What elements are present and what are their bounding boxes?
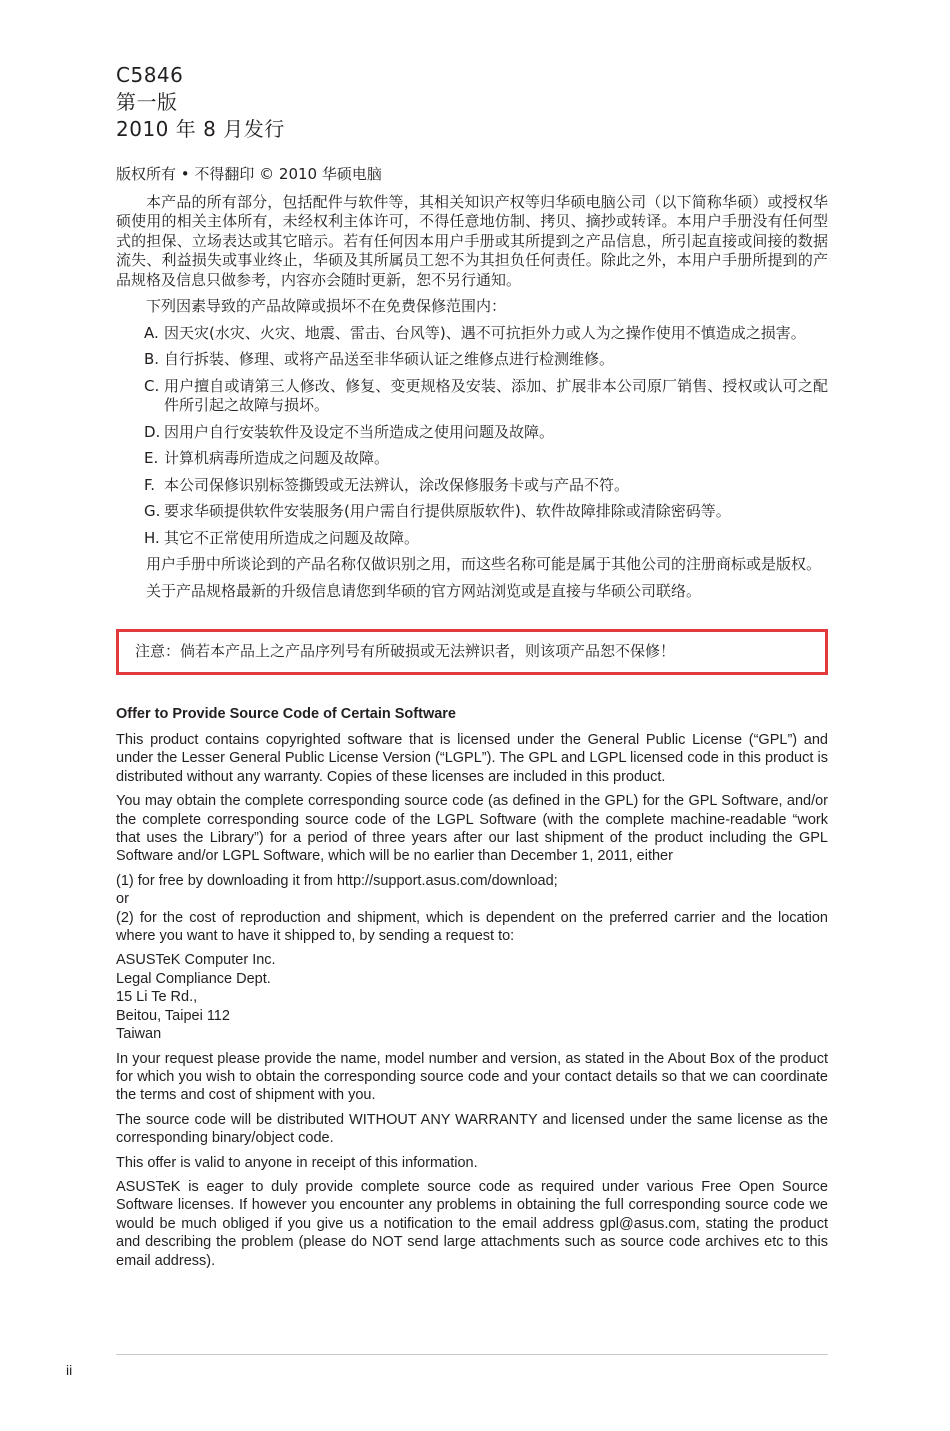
copyright-line: 版权所有 • 不得翻印 © 2010 华硕电脑 [116, 165, 382, 183]
list-marker: B. [144, 350, 160, 368]
footer-divider [116, 1354, 828, 1355]
manual-page [116, 62, 828, 1276]
list-item-text: 要求华硕提供软件安装服务(用户需自行提供原版软件)、软件故障排除或清除密码等。 [164, 502, 731, 520]
list-item [144, 449, 828, 469]
address-line: Beitou, Taipei 112 [116, 1007, 230, 1024]
list-item-text: 因用户自行安装软件及设定不当所造成之使用问题及故障。 [164, 422, 555, 441]
page-number: ii [66, 1362, 73, 1378]
address-line: Taiwan [116, 1026, 162, 1043]
list-item-text: 本公司保修识别标签撕毁或无法辨认，涂改保修服务卡或与产品不符。 [164, 475, 630, 494]
cn-trademark-paragraph: 用户手册中所谈论到的产品名称仅做识别之用，而这些名称可能是属于其他公司的注册商标或是版权。 [146, 555, 822, 573]
address-line: 15 Li Te Rd., [116, 989, 198, 1006]
source-code-offer-paragraph: You may obtain the complete corresponding source code (as defined in the GPL) for the GPL Software, and/or the complete corresponding source code of the LGPL Software (with the complete machine-readable “work that uses the Library”) for a period of three years after our last shipment of the product including the GPL Software and/or LGPL Software, which will be no earlier than December 1, 2011, either [116, 793, 828, 865]
list-marker: A. [144, 323, 159, 342]
list-item [144, 529, 828, 549]
edition-label: 第一版 [116, 90, 178, 114]
list-item-text: 自行拆装、修理、或将产品送至非华硕认证之维修点进行检测维修。 [164, 350, 615, 368]
list-item [144, 476, 828, 496]
list-item [144, 324, 828, 344]
list-marker: E. [144, 449, 159, 467]
contact-paragraph: ASUSTeK is eager to duly provide complete source code as required under various Free Open Source Software licenses. If however you encounter any problems in obtaining the full corresponding source code we would be much obliged if you give us a notification to the email address gpl@asus.com, stating the product and describing the problem (please do NOT send large attachments such as source code archives etc to this email address). [116, 1178, 828, 1269]
request-details-paragraph: In your request please provide the name, model number and version, as stated in the About Box of the product for which you wish to obtain the corresponding source code and your contact details so that we can coordinate the terms and cost of shipment with you. [116, 1050, 828, 1104]
gpl-intro-paragraph: This product contains copyrighted software that is licensed under the General Public License (“GPL”) and under the Lesser General Public License Version (“LGPL”). The GPL and LGPL licensed code in this product is distributed without any warranty. Copies of these licenses are included in this product. [116, 732, 828, 785]
list-item [144, 423, 828, 443]
section-title: Offer to Provide Source Code of Certain Software [116, 706, 456, 722]
option-download: (1) for free by downloading it from http://support.asus.com/download; [116, 872, 558, 889]
model-code: C5846 [116, 63, 184, 87]
list-item [144, 502, 828, 522]
postal-address [116, 951, 828, 1043]
list-marker: G. [144, 502, 161, 520]
edition-header [116, 62, 828, 143]
serial-number-notice-box [116, 629, 828, 675]
address-line: ASUSTeK Computer Inc. [116, 952, 276, 969]
warranty-exclusion-list [144, 324, 828, 549]
offer-validity-paragraph: This offer is valid to anyone in receipt of this information. [116, 1154, 478, 1171]
list-marker: D. [144, 422, 161, 441]
list-item-text: 用户擅自或请第三人修改、修复、变更规格及安装、添加、扩展非本公司原厂销售、授权或认可之配件所引起之故障与损坏。 [164, 376, 828, 414]
list-item [144, 377, 828, 416]
address-line: Legal Compliance Dept. [116, 970, 271, 987]
cn-updates-paragraph: 关于产品规格最新的升级信息请您到华硕的官方网站浏览或是直接与华硕公司联络。 [146, 581, 702, 600]
list-item-text: 因天灾(水灾、火灾、地震、雷击、台风等)、遇不可抗拒外力或人为之操作使用不慎造成之损害。 [164, 323, 806, 342]
list-marker: F. [144, 475, 155, 494]
list-item-text: 其它不正常使用所造成之问题及故障。 [164, 528, 420, 547]
warranty-disclaimer-paragraph: The source code will be distributed WITHOUT ANY WARRANTY and licensed under the same license as the corresponding binary/object code. [116, 1111, 828, 1147]
release-date: 2010 年 8 月发行 [116, 117, 285, 141]
option-or: or [116, 891, 129, 908]
cn-copyright-paragraph: 本产品的所有部分，包括配件与软件等，其相关知识产权等归华硕电脑公司（以下简称华硕）或授权华硕使用的相关主体所有，未经权利主体许可，不得任意地仿制、拷贝、摘抄或转译。本用户手册没有任何型式的担保、立场表达或其它暗示。若有任何因本用户手册或其所提到之产品信息，所引起直接或间接的数据流失、利益损失或事业终止，华硕及其所属员工恕不为其担负任何责任。除此之外，本用户手册所提到的产品规格及信息只做参考，内容亦会随时更新，恕不另行通知。 [116, 192, 828, 289]
notice-text: 注意：倘若本产品上之产品序列号有所破损或无法辨识者，则该项产品恕不保修！ [135, 642, 676, 661]
list-marker: H. [144, 528, 160, 547]
delivery-options [116, 872, 828, 946]
option-shipment: (2) for the cost of reproduction and shipment, which is dependent on the preferred carrier and the location where you want to have it shipped to, by sending a request to: [116, 909, 828, 945]
list-item [144, 350, 828, 370]
list-marker: C. [144, 376, 160, 395]
list-item-text: 计算机病毒所造成之问题及故障。 [164, 449, 390, 467]
cn-warranty-intro: 下列因素导致的产品故障或损坏不在免费保修范围内： [146, 297, 507, 315]
